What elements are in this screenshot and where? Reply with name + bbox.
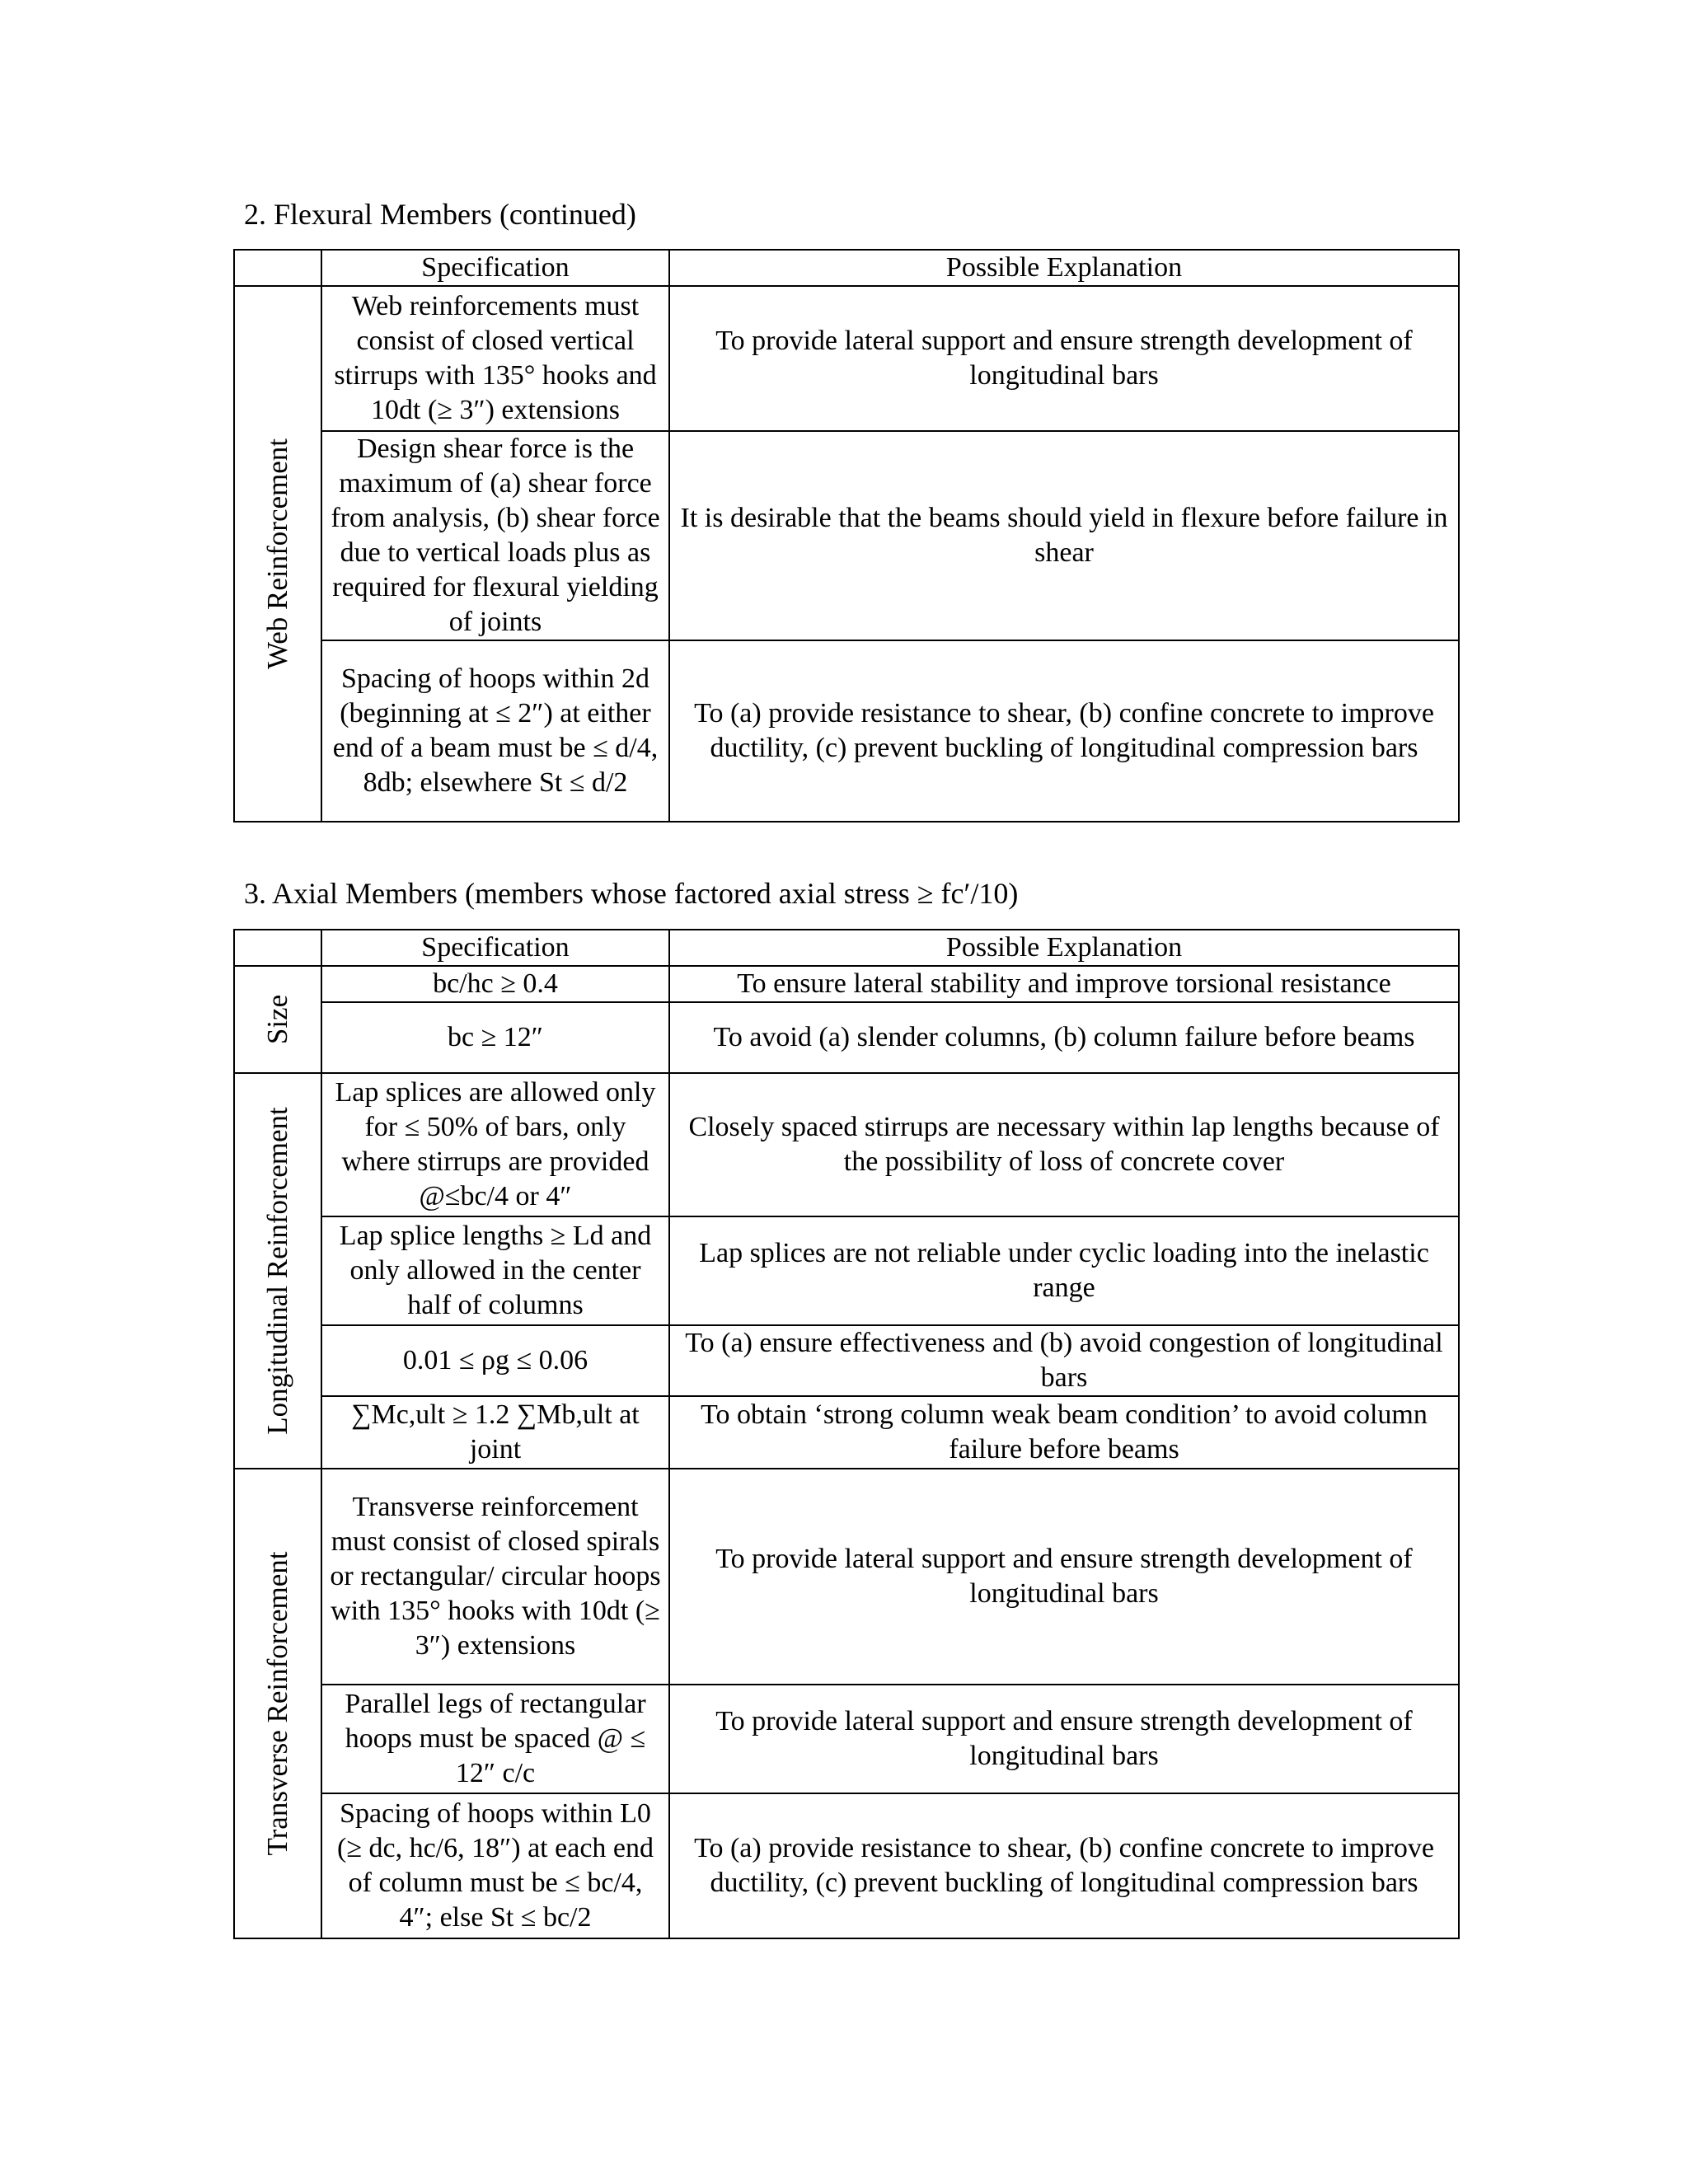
group-label-transverse-reinforcement: Transverse Reinforcement bbox=[261, 1551, 293, 1856]
header-specification: Specification bbox=[321, 930, 669, 966]
spec-cell: 0.01 ≤ ρg ≤ 0.06 bbox=[321, 1325, 669, 1396]
table-header-row bbox=[234, 930, 1459, 966]
spec-cell: bc ≥ 12″ bbox=[321, 1002, 669, 1073]
header-explanation: Possible Explanation bbox=[669, 930, 1459, 966]
header-specification: Specification bbox=[321, 250, 669, 286]
flexural-members-table bbox=[233, 249, 1460, 823]
header-explanation: Possible Explanation bbox=[669, 250, 1459, 286]
explanation-cell: Lap splices are not reliable under cyclic loading into the inelastic range bbox=[669, 1216, 1459, 1325]
table-row bbox=[234, 1325, 1459, 1396]
explanation-cell: To avoid (a) slender columns, (b) column failure before beams bbox=[669, 1002, 1459, 1073]
explanation-cell: To provide lateral support and ensure strength development of longitudinal bars bbox=[669, 286, 1459, 431]
spec-cell: Transverse reinforcement must consist of closed spirals or rectangular/ circular hoops with 135° hooks with 10dt (≥ 3″) extensions bbox=[321, 1469, 669, 1685]
group-label-size: Size bbox=[261, 994, 293, 1045]
table-header-row bbox=[234, 250, 1459, 286]
group-cell-size bbox=[234, 966, 321, 1073]
explanation-cell: To (a) provide resistance to shear, (b) confine concrete to improve ductility, (c) prevent buckling of longitudinal compression bars bbox=[669, 1793, 1459, 1938]
spec-cell: Design shear force is the maximum of (a) shear force from analysis, (b) shear force due to vertical loads plus as required for flexural yielding of joints bbox=[321, 431, 669, 640]
spec-cell: Lap splice lengths ≥ Ld and only allowed in the center half of columns bbox=[321, 1216, 669, 1325]
spec-cell: ∑Mc,ult ≥ 1.2 ∑Mb,ult at joint bbox=[321, 1396, 669, 1469]
section-title-axial: 3. Axial Members (members whose factored axial stress ≥ fc′/10) bbox=[244, 877, 1019, 910]
spec-cell: Spacing of hoops within L0 (≥ dc, hc/6, 18″) at each end of column must be ≤ bc/4, 4″; else St ≤ bc/2 bbox=[321, 1793, 669, 1938]
group-cell-longitudinal-reinforcement bbox=[234, 1073, 321, 1469]
explanation-cell: It is desirable that the beams should yield in flexure before failure in shear bbox=[669, 431, 1459, 640]
explanation-cell: To ensure lateral stability and improve torsional resistance bbox=[669, 966, 1459, 1002]
spec-cell: Parallel legs of rectangular hoops must be spaced @ ≤ 12″ c/c bbox=[321, 1685, 669, 1793]
table-row bbox=[234, 1396, 1459, 1469]
table-row bbox=[234, 966, 1459, 1002]
table-row bbox=[234, 1685, 1459, 1793]
spec-cell: Web reinforcements must consist of closed vertical stirrups with 135° hooks and 10dt (≥ 3″) extensions bbox=[321, 286, 669, 431]
explanation-cell: Closely spaced stirrups are necessary within lap lengths because of the possibility of loss of concrete cover bbox=[669, 1073, 1459, 1216]
group-label-web-reinforcement: Web Reinforcement bbox=[261, 438, 293, 669]
table-row bbox=[234, 1216, 1459, 1325]
spec-cell: Spacing of hoops within 2d (beginning at ≤ 2″) at either end of a beam must be ≤ d/4, 8db; elsewhere St ≤ d/2 bbox=[321, 640, 669, 822]
table-row bbox=[234, 640, 1459, 822]
table-row bbox=[234, 431, 1459, 640]
explanation-cell: To provide lateral support and ensure strength development of longitudinal bars bbox=[669, 1685, 1459, 1793]
section-title-flexural: 2. Flexural Members (continued) bbox=[244, 198, 636, 231]
table-row bbox=[234, 1073, 1459, 1216]
explanation-cell: To (a) provide resistance to shear, (b) confine concrete to improve ductility, (c) prevent buckling of longitudinal compression bars bbox=[669, 640, 1459, 822]
axial-members-table bbox=[233, 929, 1460, 1939]
group-cell-web-reinforcement bbox=[234, 286, 321, 822]
explanation-cell: To (a) ensure effectiveness and (b) avoid congestion of longitudinal bars bbox=[669, 1325, 1459, 1396]
table-row bbox=[234, 1793, 1459, 1938]
table-row bbox=[234, 1469, 1459, 1685]
explanation-cell: To provide lateral support and ensure strength development of longitudinal bars bbox=[669, 1469, 1459, 1685]
explanation-cell: To obtain ‘strong column weak beam condition’ to avoid column failure before beams bbox=[669, 1396, 1459, 1469]
table-row bbox=[234, 286, 1459, 431]
group-cell-transverse-reinforcement bbox=[234, 1469, 321, 1938]
group-label-longitudinal-reinforcement: Longitudinal Reinforcement bbox=[261, 1107, 293, 1435]
spec-cell: bc/hc ≥ 0.4 bbox=[321, 966, 669, 1002]
header-corner bbox=[234, 930, 321, 966]
header-corner bbox=[234, 250, 321, 286]
table-row bbox=[234, 1002, 1459, 1073]
spec-cell: Lap splices are allowed only for ≤ 50% of bars, only where stirrups are provided @≤bc/4 or 4″ bbox=[321, 1073, 669, 1216]
